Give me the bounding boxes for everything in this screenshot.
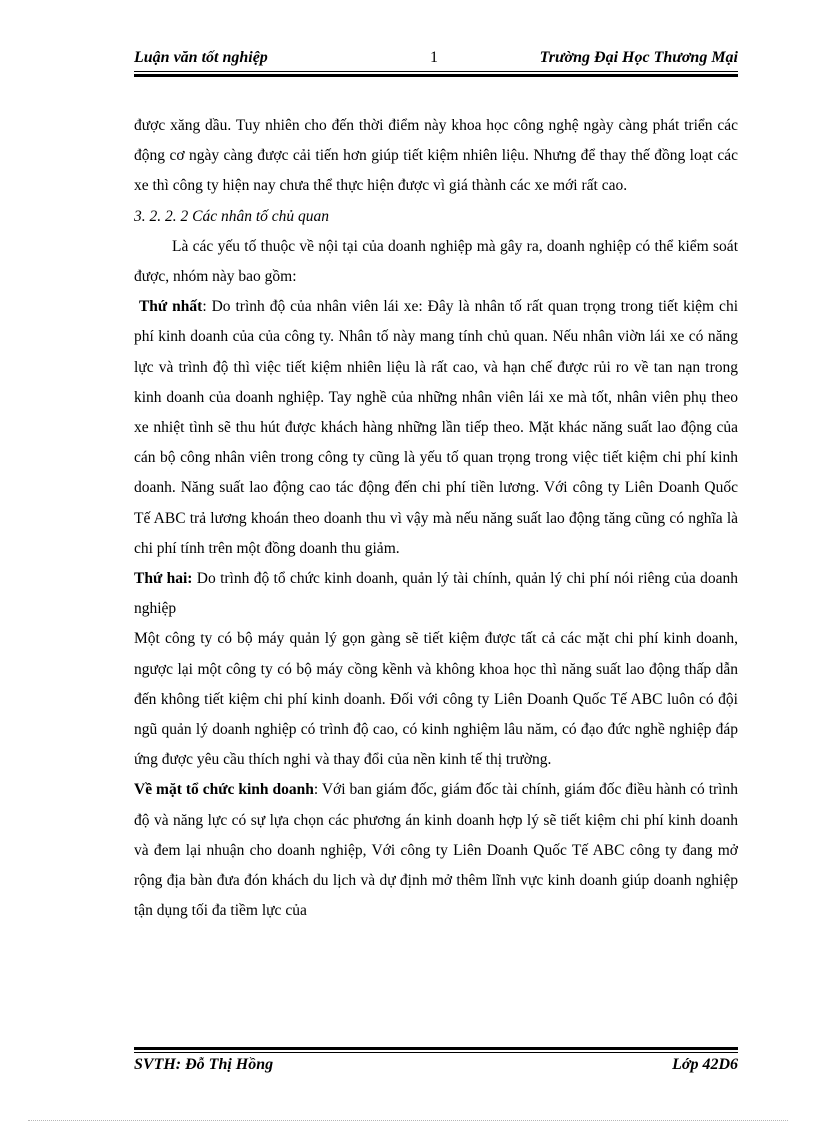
paragraph-business-organization (134, 775, 738, 926)
page-bottom-dotted-border (28, 1120, 788, 1121)
page-header (134, 47, 738, 71)
page-number: 1 (430, 49, 438, 66)
factor-one-label: Thứ nhất (138, 298, 203, 316)
footer-rule-thin (134, 1052, 738, 1053)
footer-class: Lớp 42D6 (672, 1056, 738, 1073)
header-thesis-title: Luận văn tốt nghiệp (134, 49, 268, 66)
page-footer (134, 1054, 738, 1078)
header-university: Trường Đại Học Thương Mại (539, 49, 738, 66)
paragraph-factor-two (134, 564, 738, 624)
paragraph-intro: Là các yếu tố thuộc về nội tại của doanh nghiệp mà gây ra, doanh nghiệp có thể kiểm soát được, nhóm này bao gồm: (134, 237, 738, 286)
paragraph-factor-one (134, 292, 738, 564)
header-rule-thin (134, 71, 738, 72)
footer-rule-thick (134, 1047, 738, 1050)
header-rule-thick (134, 74, 738, 77)
footer-student: SVTH: Đỗ Thị Hồng (134, 1056, 274, 1073)
factor-one-text: : Do trình độ của nhân viên lái xe: Đây là nhân tố rất quan trọng trong tiết kiệm chi phí kinh doanh của của công ty. Nhân tố này mang tính chủ quan. Nếu nhân viờn lái xe có năng lực và trình độ thì việc tiết kiệm nhiên liệu là rất cao, và hạn chế được rủi ro về tan nạn trong kinh doanh của doanh nghiệp. Tay nghề của những nhân viên lái xe mà tốt, nhân viên phụ theo xe nhiệt tình sẽ thu hút được khách hàng những lần tiếp theo. Mặt khác năng suất lao động của cán bộ công nhân viên trong công ty cũng là yếu tố quan trọng trong việc tiết kiệm chi phí kinh doanh. Năng suất lao động cao tác động đến chi phí tiền lương. Với công ty Liên Doanh Quốc Tế ABC trả lương khoán theo doanh thu vì vậy mà nếu năng suất lao động tăng cũng có nghĩa là chi phí tính trên một đồng doanh thu giảm. (134, 298, 738, 557)
business-organization-label: Về mặt tổ chức kinh doanh (134, 781, 314, 799)
business-organization-text: : Với ban giám đốc, giám đốc tài chính, giám đốc điều hành có trình độ và năng lực có sự lựa chọn các phương án kinh doanh hợp lý sẽ tiết kiệm chi phí kinh doanh và đem lại nhuận cho doanh nghiệp, Với công ty Liên Doanh Quốc Tế ABC công ty đang mở rộng địa bàn đưa đón khách du lịch và dự định mở thêm lĩnh vực kinh doanh giúp doanh nghiệp tận dụng tối đa tiềm lực của (134, 781, 738, 920)
factor-two-label: Thứ hai: (134, 570, 193, 588)
paragraph-management: Một công ty có bộ máy quản lý gọn gàng sẽ tiết kiệm được tất cả các mặt chi phí kinh doanh, ngược lại một công ty có bộ máy cồng kềnh và không khoa học thì năng suất lao động thấp dẫn đến không tiết kiệm chi phí kinh doanh. Đối với công ty Liên Doanh Quốc Tế ABC luôn có đội ngũ quản lý doanh nghiệp có trình độ cao, có kinh nghiệm lâu năm, có đạo đức nghề nghiệp đáp ứng được yêu cầu thích nghi và thay đổi của nền kinh tế thị trường. (134, 630, 738, 769)
factor-two-text: Do trình độ tổ chức kinh doanh, quản lý tài chính, quản lý chi phí nói riêng của doanh nghiệp (134, 570, 738, 618)
document-body (134, 111, 738, 926)
paragraph-continuation: được xăng dầu. Tuy nhiên cho đến thời điểm này khoa học công nghệ ngày càng phát triển các động cơ ngày càng được cải tiến hơn giúp tiết kiệm nhiên liệu. Nhưng để thay thế đồng loạt các xe thì công ty hiện nay chưa thể thực hiện được vì giá thành các xe mới rất cao. (134, 117, 738, 195)
section-heading: 3. 2. 2. 2 Các nhân tố chủ quan (134, 207, 330, 225)
